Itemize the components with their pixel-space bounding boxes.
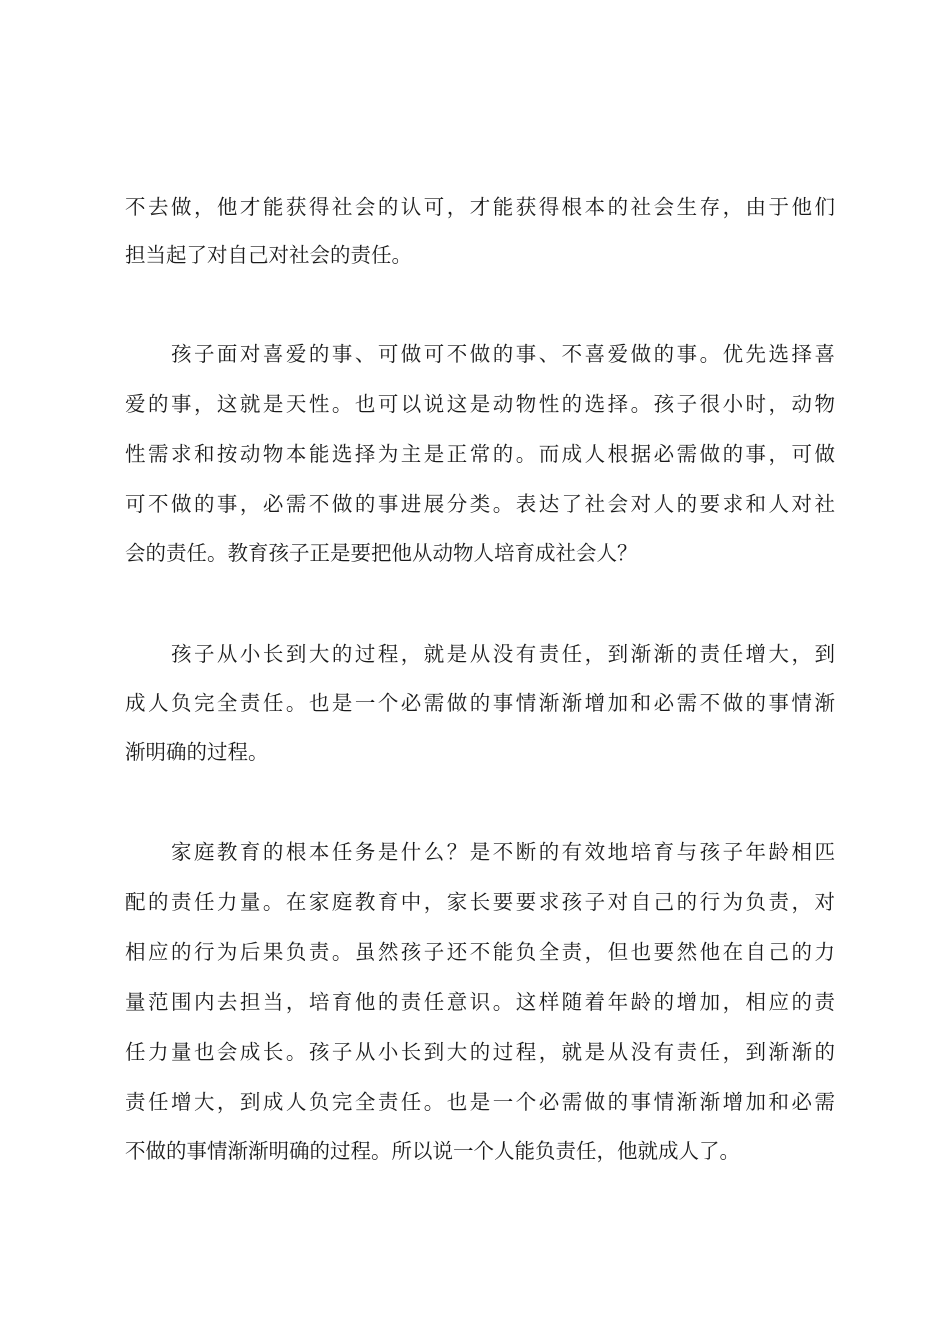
- text-line: 会的责任。教育孩子正是要把他从动物人培育成社会人？: [125, 541, 638, 565]
- text-line: 成人负完全责任。也是一个必需做的事情渐渐增加和必需不做的事情渐: [125, 691, 835, 715]
- text-line: 孩子从小长到大的过程，就是从没有责任，到渐渐的责任增大，到: [125, 642, 835, 666]
- text-line: 渐明确的过程。: [125, 740, 269, 764]
- text-line: 配的责任力量。在家庭教育中，家长要要求孩子对自己的行为负责，对: [125, 890, 835, 914]
- text-line: 不做的事情渐渐明确的过程。所以说一个人能负责任，他就成人了。: [125, 1139, 740, 1163]
- text-line: 任力量也会成长。孩子从小长到大的过程，就是从没有责任，到渐渐的: [125, 1040, 835, 1064]
- text-line: 爱的事，这就是天性。也可以说这是动物性的选择。孩子很小时，动物: [125, 392, 835, 416]
- text-line: 相应的行为后果负责。虽然孩子还不能负全责，但也要然他在自己的力: [125, 940, 835, 964]
- text-line: 可不做的事，必需不做的事进展分类。表达了社会对人的要求和人对社: [125, 492, 835, 516]
- text-line: 孩子面对喜爱的事、可做可不做的事、不喜爱做的事。优先选择喜: [125, 342, 835, 366]
- text-line: 责任增大，到成人负完全责任。也是一个必需做的事情渐渐增加和必需: [125, 1090, 835, 1114]
- text-line: 担当起了对自己对社会的责任。: [125, 243, 412, 267]
- text-line: 性需求和按动物本能选择为主是正常的。而成人根据必需做的事，可做: [125, 442, 835, 466]
- text-line: 不去做，他才能获得社会的认可，才能获得根本的社会生存，由于他们: [125, 195, 835, 219]
- text-line: 量范围内去担当，培育他的责任意识。这样随着年龄的增加，相应的责: [125, 990, 835, 1014]
- text-line: 家庭教育的根本任务是什么？是不断的有效地培育与孩子年龄相匹: [125, 840, 835, 864]
